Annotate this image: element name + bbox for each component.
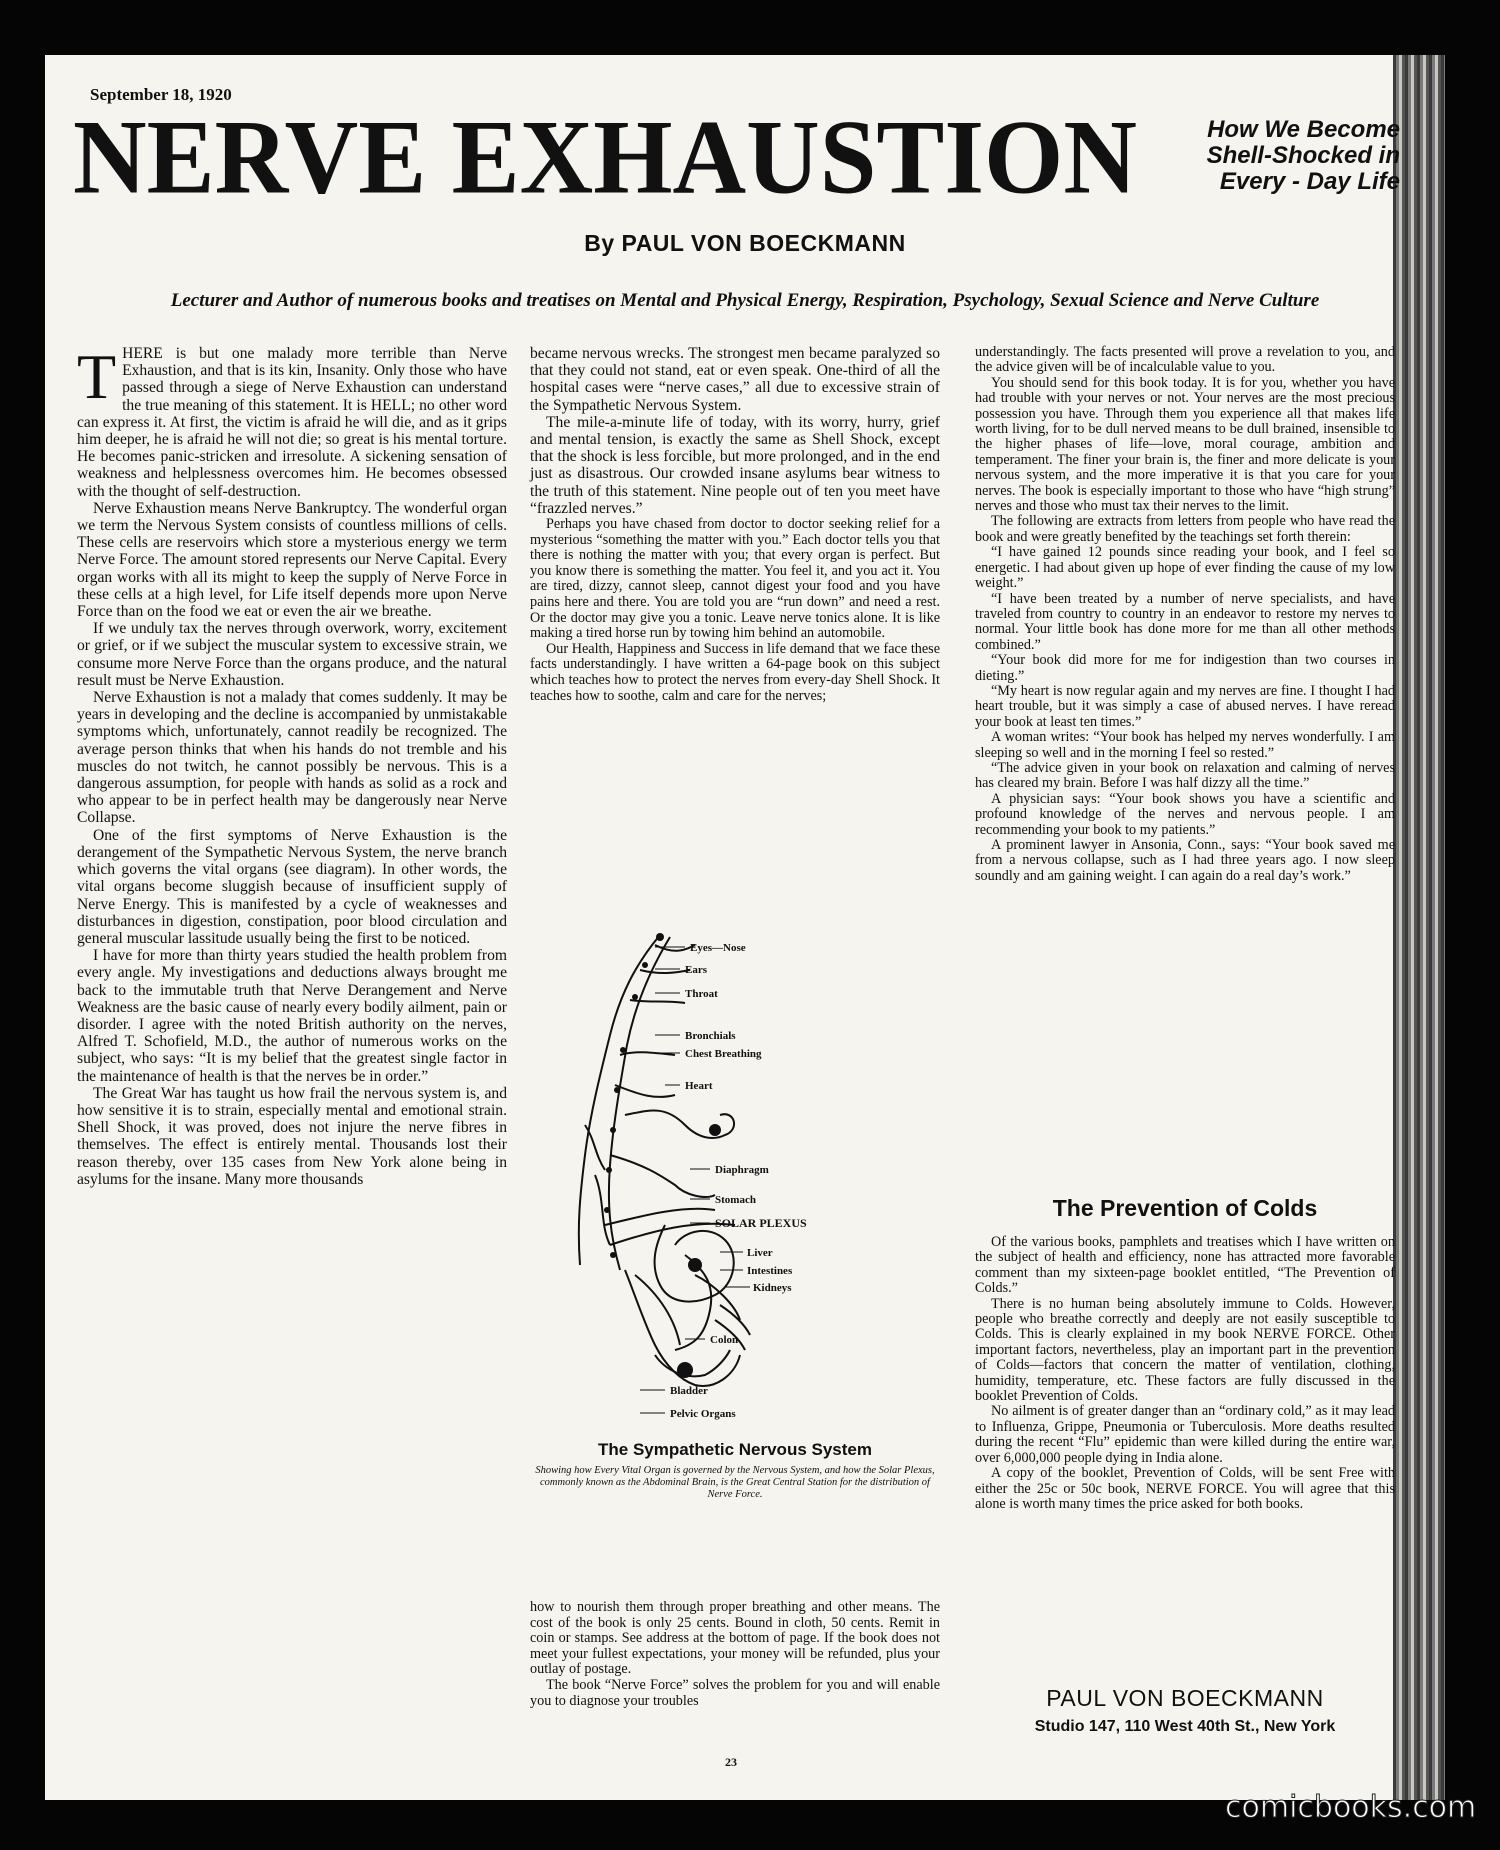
page-number: 23 [725, 1755, 737, 1769]
diagram-label: Bladder [670, 1385, 708, 1397]
sympathetic-nervous-system-diagram [565, 925, 935, 1430]
headline: NERVE EXHAUSTION [73, 98, 1137, 217]
diagram-label: Intestines [747, 1265, 793, 1277]
diagram-label: Kidneys [753, 1282, 792, 1294]
paragraph: No ailment is of greater danger than an “ordinary cold,” as it may lead to Influenza, Grippe, Pneumonia or Tuberculosis. More deaths resulted during the recent “Flu” epidemic than were killed during the entire war, over 6,000,000 people dying in India alone. [975, 1403, 1395, 1466]
paragraph: THERE is but one malady more terrible than Nerve Exhaustion, and that is its kin, Insanity. Only those who have passed through a siege of Nerve Exhaustion can understand the true meaning of this statement. It is HELL; no other word can express it. At first, the victim is afraid he will die, and as it grips him deeper, he is afraid he will not die; so great is his mental torture. He becomes panic-stricken and irresolute. A sickening sensation of weakness and helplessness overcomes him. He becomes obsessed with the thought of self-destruction. [77, 341, 507, 500]
testimonial: A woman writes: “Your book has helped my nerves wonderfully. I am sleeping so well and in the morning I feel so rested.” [975, 729, 1395, 761]
prevention-of-colds-text [975, 1235, 1395, 1512]
paragraph: Our Health, Happiness and Success in life demand that we face these facts understandingly. I have written a 64-page book on this subject which teaches how to protect the nerves from every-day Shell Shock. It teaches how to soothe, calm and care for the nerves; [530, 640, 940, 704]
diagram-label: Bronchials [685, 1030, 736, 1042]
book-binding-edge [1393, 55, 1445, 1800]
diagram-label: Diaphragm [715, 1164, 769, 1176]
testimonial: A prominent lawyer in Ansonia, Conn., says: “Your book saved me from a nervous collapse, such as I had three years ago. I now sleep soundly and am gaining weight. I can again do a real day’s work.” [975, 837, 1395, 884]
author-signature: PAUL VON BOECKMANN [1046, 1685, 1324, 1711]
subheadline [1185, 117, 1400, 195]
figure-caption: Showing how Every Vital Organ is governed by the Nervous System, and how the Solar Plexus, commonly known as the Abdominal Brain, is the Great Central Station for the distribution of Nerve Force. [535, 1465, 935, 1500]
paragraph: understandingly. The facts presented will prove a revelation to you, and the advice given will be of incalculable value to you. [975, 344, 1395, 376]
paragraph: You should send for this book today. It is for you, whether you have had trouble with your nerves or not. Your nerves are the most precious possession you have. Through them you experience all that makes life worth living, for to be dull nerved means to be dull brained, insensible to the higher phases of life—love, moral courage, ambition and temperament. The finer your brain is, the finer and more delicate is your nervous system, and the more imperative it is that you care for your nerves. The book is especially important to those who have “high strung” nerves and those who must tax their nerves to the limit. [975, 374, 1395, 515]
diagram-label: Eyes—Nose [690, 942, 746, 954]
article-column-1 [77, 341, 507, 1188]
paragraph: how to nourish them through proper breathing and other means. The cost of the book is only 25 cents. Bound in cloth, 50 cents. Remit in coin or stamps. See address at the bottom of page. If the book does not meet your fullest expectations, your money will be refunded, plus your outlay of postage. [530, 1599, 940, 1678]
paragraph: If we unduly tax the nerves through overwork, worry, excitement or grief, or if we subject the muscular system to excessive strain, we consume more Nerve Force than the organs produce, and the natural result must be Nerve Exhaustion. [77, 620, 507, 689]
testimonial: “I have been treated by a number of nerve specialists, and have traveled from country to country in an endeavor to restore my nerves to normal. Your little book has done more for me than all other methods combined.” [975, 590, 1395, 653]
paragraph: The following are extracts from letters from people who have read the book and were greatly benefited by the teachings set forth therein: [975, 513, 1395, 545]
paragraph: I have for more than thirty years studied the health problem from every angle. My investigations and deductions always brought me back to the immutable truth that Nerve Derangement and Nerve Weakness are the basic cause of nearly every bodily ailment, pain or disorder. I agree with the noted British authority on the nerves, Alfred T. Schofield, M.D., the author of numerous works on the subject, who says: “It is my belief that the greatest single factor in the maintenance of health is that the nerves be in order.” [77, 947, 507, 1085]
testimonial: “My heart is now regular again and my nerves are fine. I thought I had heart trouble, but it was simply a case of abused nerves. I have reread your book at least ten times.” [975, 682, 1395, 730]
subhead-line: How We Become [1207, 116, 1400, 143]
nerve-chain-illustration [579, 935, 750, 1386]
magazine-page [45, 55, 1445, 1800]
subhead-line: Every - Day Life [1219, 168, 1400, 195]
diagram-label: Colon [710, 1334, 739, 1346]
diagram-label: Chest Breathing [685, 1048, 762, 1060]
subhead-line: Shell-Shocked in [1206, 142, 1400, 169]
diagram-label: Heart [685, 1080, 713, 1092]
testimonial: “I have gained 12 pounds since reading your book, and I feel so energetic. I had about given up hope of ever finding the cause of my low weight.” [975, 544, 1395, 592]
diagram-label: Stomach [715, 1194, 756, 1206]
paragraph: Nerve Exhaustion is not a malady that comes suddenly. It may be years in developing and the decline is accompanied by unmistakable symptoms which, unfortunately, cannot readily be recognized. The average person thinks that when his hands do not tremble and his muscles do not twitch, he cannot possibly be nervous. This is a dangerous assumption, for people with hands as solid as a rock and who appear to be in perfect health may be dangerously near Nerve Collapse. [77, 689, 507, 827]
diagram-label: Ears [685, 964, 707, 976]
article-column-2-continued [530, 1600, 940, 1709]
paragraph: became nervous wrecks. The strongest men became paralyzed so that they could not stand, eat or even speak. One-third of all the hospital cases were “nerve cases,” all due to excessive strain of the Sympathetic Nervous System. [530, 345, 940, 414]
paragraph: The Great War has taught us how frail the nervous system is, and how sensitive it is to strain, especially mental and emotional strain. Shell Shock, it was proved, does not injure the nerve fibres in themselves. The effect is entirely mental. Thousands lost their reason thereby, over 135 cases from New York alone being in asylums for the insane. Many more thousands [77, 1084, 507, 1188]
watermark-logo: comicbooks.com [1225, 1790, 1477, 1825]
issue-date: September 18, 1920 [90, 85, 232, 104]
author-credentials: Lecturer and Author of numerous books and treatises on Mental and Physical Energy, Respiration, Psychology, Sexual Science and Nerve Culture [170, 290, 1320, 311]
drop-cap: T [77, 341, 117, 412]
article-column-3 [975, 345, 1395, 884]
paragraph: Perhaps you have chased from doctor to doctor seeking relief for a mysterious “something the matter with you.” Each doctor tells you that there is nothing the matter with you; that every organ is perfect. But you know there is something the matter. You feel it, and you act it. You are tired, dizzy, cannot sleep, cannot digest your food and you have pains here and there. You are told you are “run down” and need a rest. Or the doctor may give you a tonic. Leave nerve tonics alone. It is like making a tired horse run by towing him behind an automobile. [530, 516, 940, 642]
byline: By PAUL VON BOECKMANN [584, 230, 906, 256]
testimonial: “The advice given in your book on relaxation and calming of nerves has cleared my brain. Before I was half dizzy all the time.” [975, 759, 1395, 792]
paragraph: There is no human being absolutely immune to Colds. However, people who breathe correctly and deeply are not easily susceptible to Colds. This is clearly explained in my book NERVE FORCE. Other important factors, nevertheless, play an important part in the prevention of Colds—factors that concern the matter of ventilation, clothing, humidity, temperature, etc. These factors are fully discussed in the booklet Prevention of Colds. [975, 1295, 1395, 1405]
diagram-label: Pelvic Organs [670, 1408, 736, 1420]
diagram-label: SOLAR PLEXUS [715, 1216, 807, 1230]
paragraph: Of the various books, pamphlets and treatises which I have written on the subject of health and efficiency, none has attracted more favorable comment than my sixteen-page booklet entitled, “The Prevention of Colds.” [975, 1234, 1395, 1297]
diagram-label: Throat [685, 988, 718, 1000]
author-address: Studio 147, 110 West 40th St., New York [1034, 1718, 1336, 1735]
article-column-2 [530, 345, 940, 704]
paragraph: A copy of the booklet, Prevention of Colds, will be sent Free with either the 25c or 50c book, NERVE FORCE. You will agree that this alone is worth many times the price asked for both books. [975, 1465, 1395, 1512]
paragraph: One of the first symptoms of Nerve Exhaustion is the derangement of the Sympathetic Nervous System, the nerve branch which governs the vital organs (see diagram). In other words, the vital organs become sluggish because of insufficient supply of Nerve Energy. This is manifested by a cycle of weaknesses and disturbances in digestion, constipation, poor blood circulation and general muscular lassitude usually being the first to be noticed. [77, 826, 507, 947]
testimonial: A physician says: “Your book shows you have a scientific and profound knowledge of the nerves and nervous people. I am recommending your book to my patients.” [975, 790, 1395, 838]
diagram-label: Liver [747, 1247, 773, 1259]
testimonial: “Your book did more for me for indigestion than two courses in dieting.” [975, 652, 1395, 684]
section-heading: The Prevention of Colds [1052, 1195, 1318, 1221]
paragraph: Nerve Exhaustion means Nerve Bankruptcy. The wonderful organ we term the Nervous System consists of countless millions of cells. These cells are reservoirs which store a mysterious energy we term Nerve Force. The amount stored represents our Nerve Capital. Every organ works with all its might to keep the supply of Nerve Force in these cells at a high level, for Life itself depends more upon Nerve Force than on the food we eat or even the air we breathe. [77, 499, 507, 621]
paragraph: The mile-a-minute life of today, with its worry, hurry, grief and mental tension, is exactly the same as Shell Shock, except that the shock is less forcible, but more prolonged, and in the end just as disastrous. Our crowded insane asylums bear witness to the truth of this statement. Nine people out of ten you meet have “frazzled nerves.” [530, 413, 940, 517]
figure-title: The Sympathetic Nervous System [598, 1440, 872, 1459]
paragraph: The book “Nerve Force” solves the problem for you and will enable you to diagnose your troubles [530, 1676, 940, 1709]
